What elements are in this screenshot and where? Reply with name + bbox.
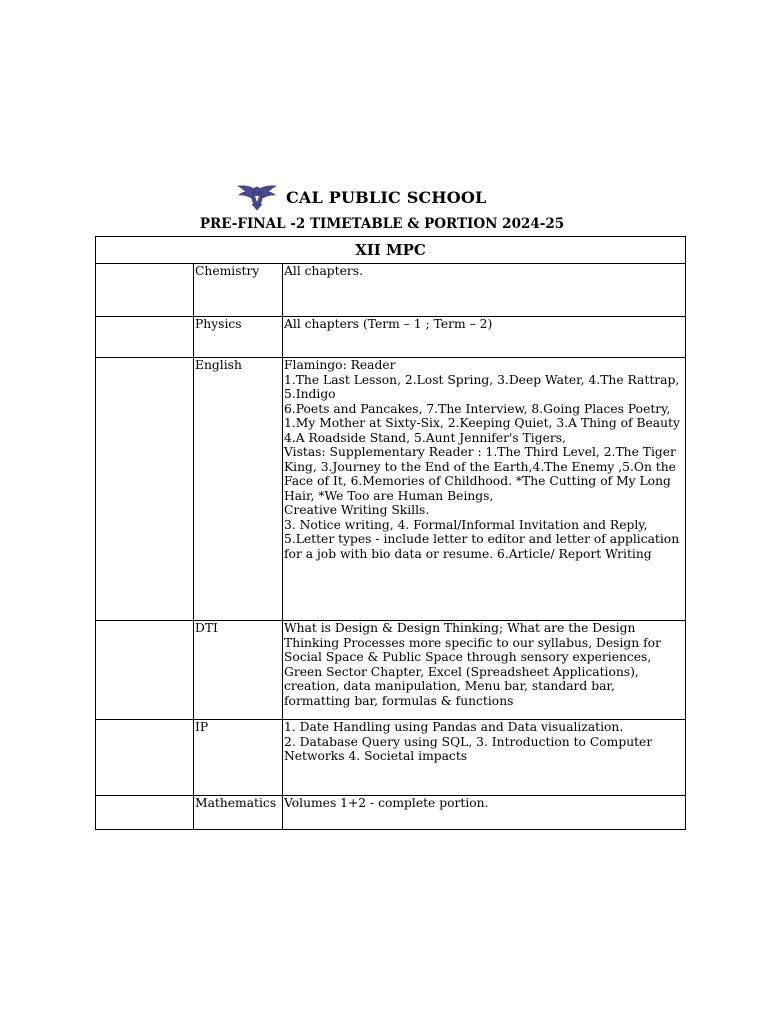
table-row xyxy=(96,796,686,830)
subject-cell: Chemistry xyxy=(194,264,283,317)
date-cell xyxy=(96,621,194,720)
subject-cell: IP xyxy=(194,720,283,796)
eagle-crest-icon xyxy=(236,183,278,211)
date-cell xyxy=(96,720,194,796)
portion-line: Volumes 1+2 - complete portion. xyxy=(284,796,489,810)
table-row xyxy=(96,720,686,796)
portion-line: 5.Letter types - include letter to editor and letter of application for a job with bio data or resume. 6.Article/ Report Writing xyxy=(284,532,680,561)
portion-line: What is Design & Design Thinking; What are the Design Thinking Processes more specific to our syllabus, Design for Social Space & Public Space through sensory experiences, Green Sector Chapter, Excel (Spreadsheet Applications), creation, data manipulation, Menu bar, standard bar, formatting bar, formulas & functions xyxy=(284,621,661,708)
portion-cell xyxy=(283,264,686,317)
portion-line: All chapters (Term – 1 ; Term – 2) xyxy=(284,317,493,331)
class-title: XII MPC xyxy=(96,237,686,264)
school-title-row xyxy=(236,182,486,212)
date-cell xyxy=(96,264,194,317)
portion-line: 1. Date Handling using Pandas and Data visualization. xyxy=(284,720,624,734)
portion-cell xyxy=(283,358,686,621)
table-row xyxy=(96,317,686,358)
date-cell xyxy=(96,317,194,358)
subject-cell: Mathematics xyxy=(194,796,283,830)
portion-line: 3. Notice writing, 4. Formal/Informal Invitation and Reply, xyxy=(284,517,648,532)
date-cell xyxy=(96,358,194,621)
portion-cell xyxy=(283,621,686,720)
school-name: CAL PUBLIC SCHOOL xyxy=(286,187,487,207)
portion-line: Vistas: Supplementary Reader : 1.The Third Level, 2.The Tiger King, 3.Journey to the End of the Earth,4.The Enemy ,5.On the Face of It, 6.Memories of Childhood. *The Cutting of My Long Hair, *We Too are Human Beings, xyxy=(284,445,676,503)
subject-cell: Physics xyxy=(194,317,283,358)
portion-cell xyxy=(283,720,686,796)
table-row xyxy=(96,621,686,720)
portion-line: 1.My Mother at Sixty-Six, 2.Keeping Quiet, 3.A Thing of Beauty xyxy=(284,416,680,430)
class-title-row xyxy=(96,237,686,264)
portion-line: 1.The Last Lesson, 2.Lost Spring, 3.Deep Water, 4.The Rattrap, 5.Indigo xyxy=(284,372,680,401)
portion-line: Creative Writing Skills. xyxy=(284,503,430,517)
subject-cell: DTI xyxy=(194,621,283,720)
portion-line: 6.Poets and Pancakes, 7.The Interview, 8.Going Places Poetry, xyxy=(284,401,671,416)
portion-line: All chapters. xyxy=(284,264,363,278)
portion-line: 4.A Roadside Stand, 5.Aunt Jennifer's Tigers, xyxy=(284,430,566,445)
date-cell xyxy=(96,796,194,830)
subject-cell: English xyxy=(194,358,283,621)
portion-line: 2. Database Query using SQL, 3. Introduction to Computer Networks 4. Societal impacts xyxy=(284,734,653,763)
portion-cell xyxy=(283,796,686,830)
document-subtitle: PRE-FINAL -2 TIMETABLE & PORTION 2024-25 xyxy=(199,216,565,232)
table-row xyxy=(96,264,686,317)
portion-line: Flamingo: Reader xyxy=(284,358,396,372)
table-row xyxy=(96,358,686,621)
portion-table xyxy=(95,236,686,830)
portion-cell xyxy=(283,317,686,358)
